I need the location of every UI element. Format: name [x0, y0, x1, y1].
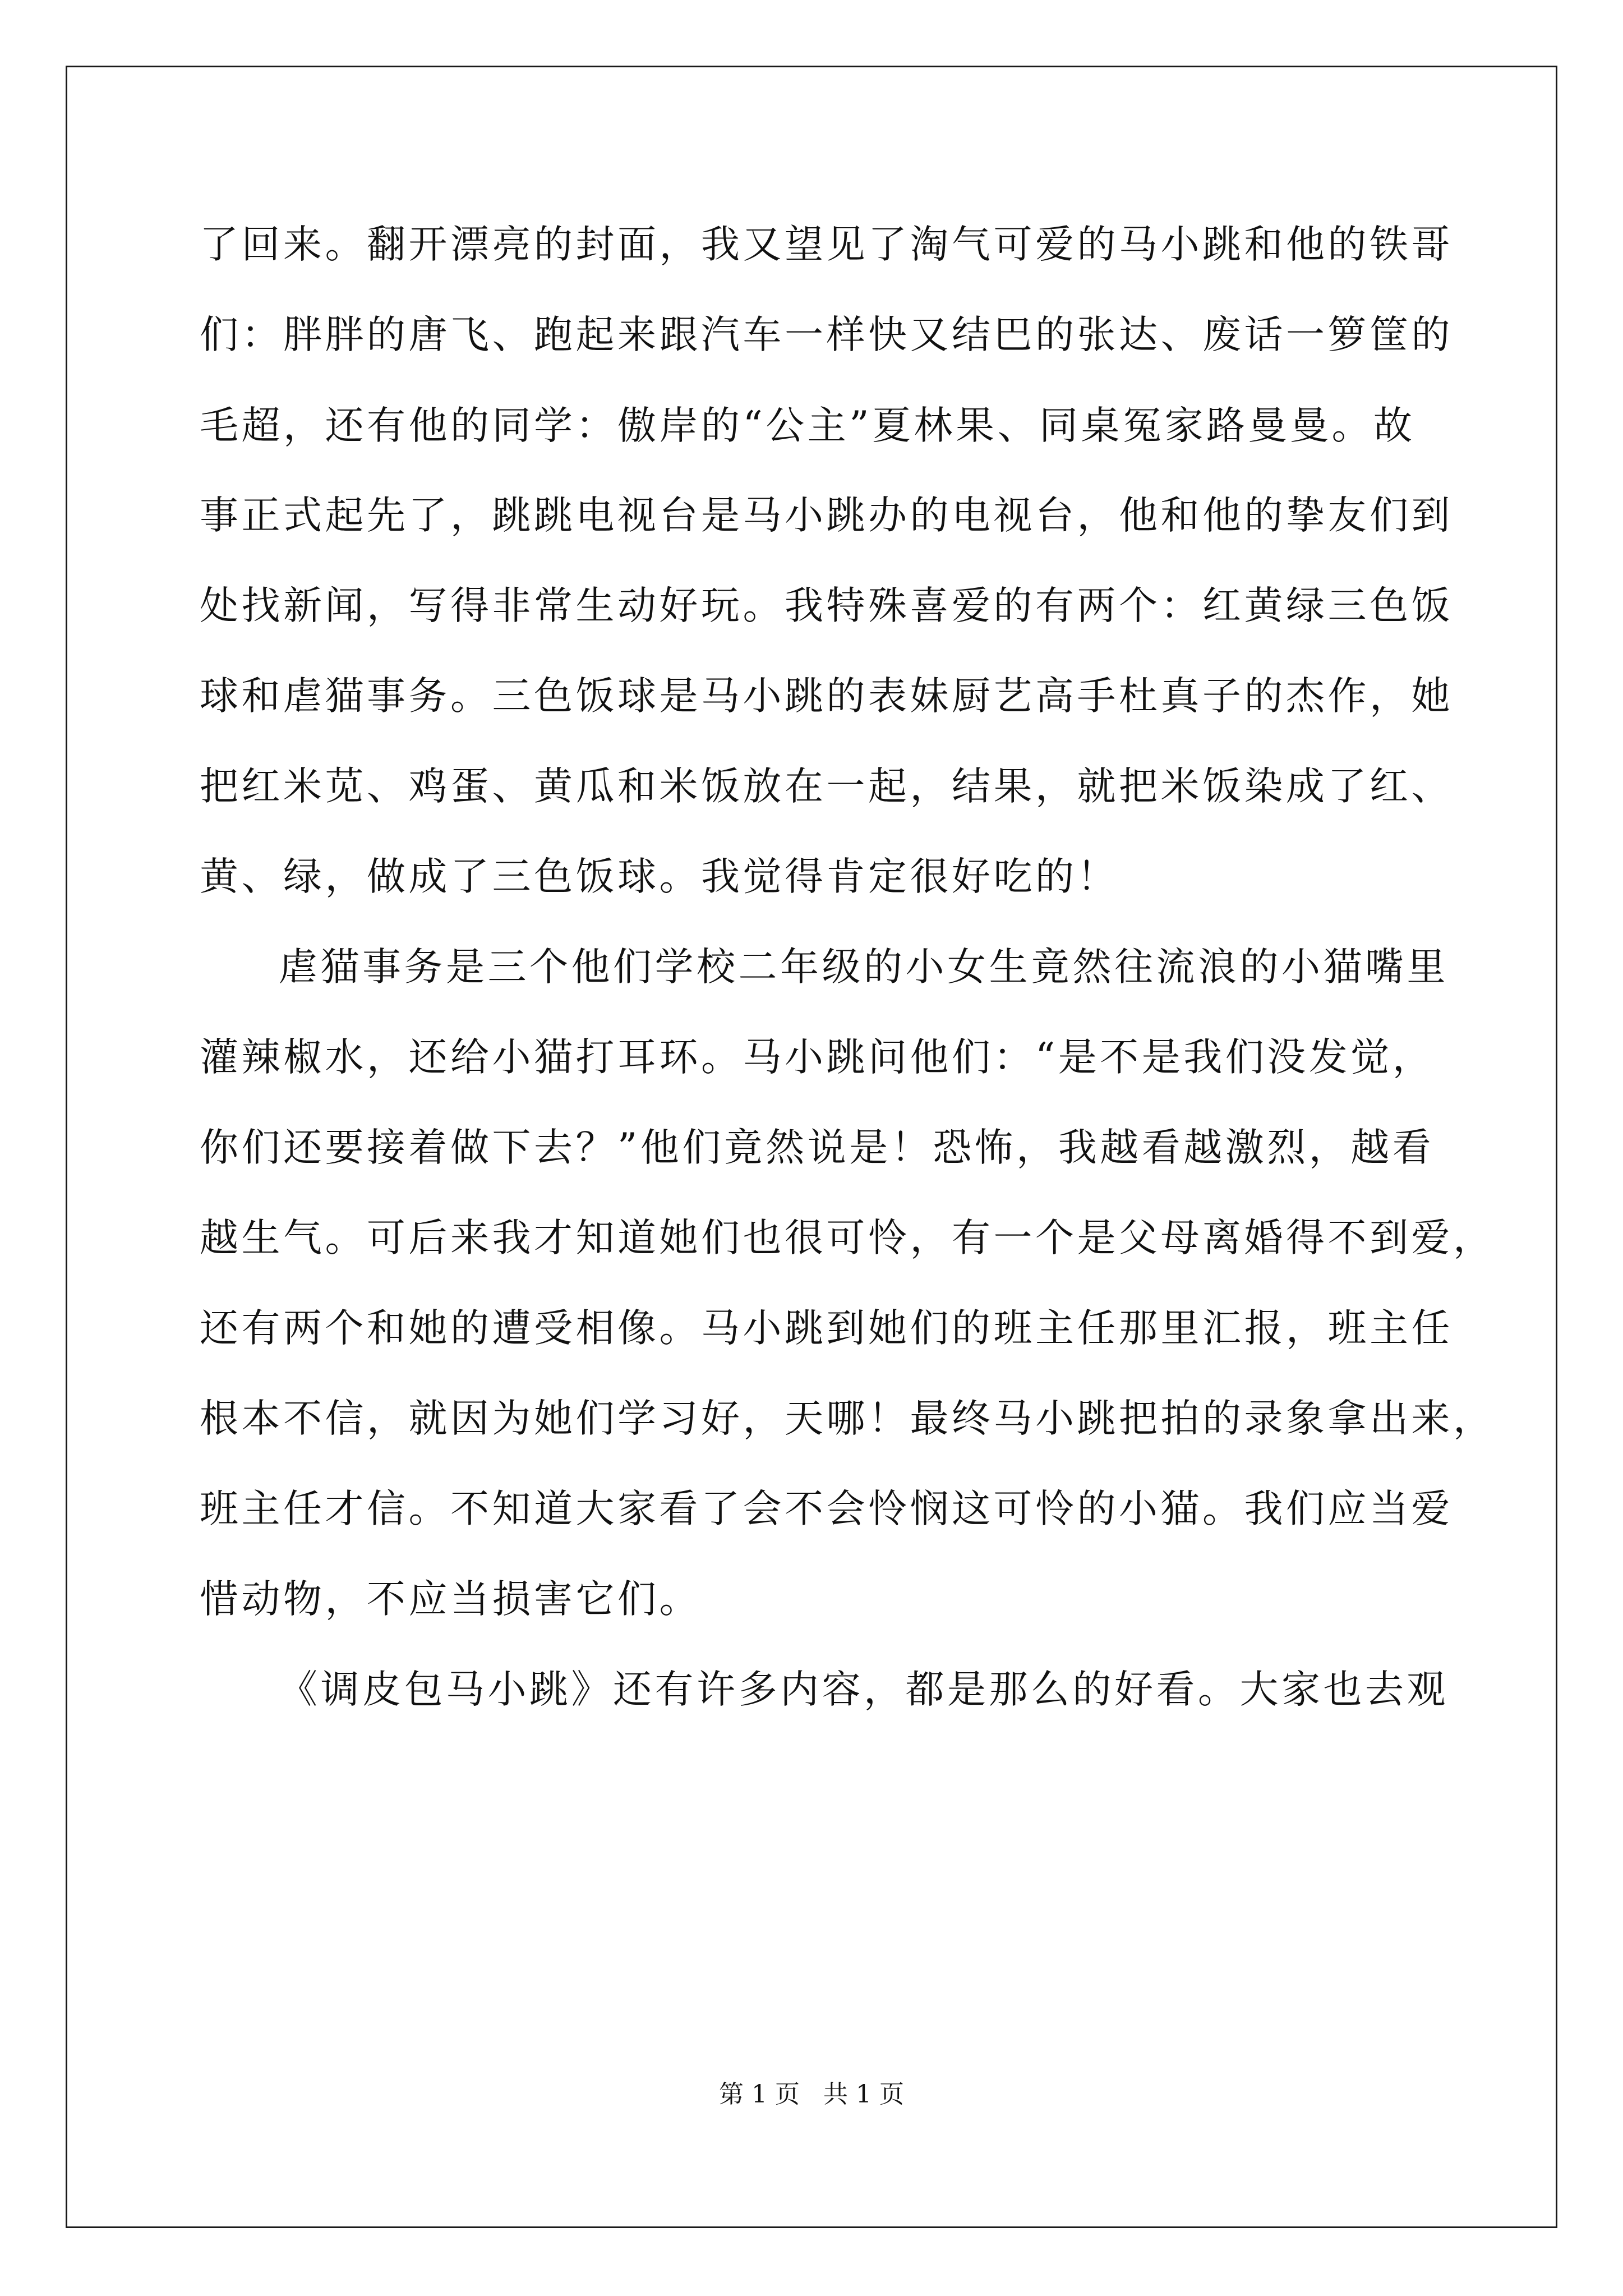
text-line: 你们还要接着做下去？”他们竟然说是！恐怖，我越看越激烈，越看 [200, 1125, 1435, 1170]
text-line: 灌辣椒水，还给小猫打耳环。马小跳问他们：“是不是我们没发觉， [200, 1035, 1435, 1080]
paragraph-first-line: 虐猫事务是三个他们学校二年级的小女生竟然往流浪的小猫嘴里 [279, 945, 1449, 990]
text-line: 处找新闻，写得非常生动好玩。我特殊喜爱的有两个：红黄绿三色饭 [200, 583, 1453, 628]
text-line: 毛超，还有他的同学：傲岸的“公主”夏林果、同桌冤家路曼曼。故 [200, 403, 1415, 448]
text-line: 球和虐猫事务。三色饭球是马小跳的表妹厨艺高手杜真子的杰作，她 [200, 674, 1453, 719]
text-line: 越生气。可后来我才知道她们也很可怜，有一个是父母离婚得不到爱， [200, 1216, 1495, 1260]
text-line: 惜动物，不应当损害它们。 [200, 1577, 701, 1622]
text-line: 黄、绿，做成了三色饭球。我觉得肯定很好吃的！ [200, 854, 1119, 899]
text-line: 事正式起先了，跳跳电视台是马小跳办的电视台，他和他的挚友们到 [200, 493, 1453, 538]
paragraph-first-line: 《调皮包马小跳》还有许多内容，都是那么的好看。大家也去观 [279, 1667, 1449, 1712]
text-line: 了回来。翻开漂亮的封面，我又望见了淘气可爱的马小跳和他的铁哥 [200, 222, 1453, 267]
text-line: 班主任才信。不知道大家看了会不会怜悯这可怜的小猫。我们应当爱 [200, 1487, 1453, 1531]
page-number-footer: 第 1 页 共 1 页 [719, 2080, 904, 2109]
text-line: 还有两个和她的遭受相像。马小跳到她们的班主任那里汇报，班主任 [200, 1306, 1453, 1351]
text-line: 根本不信，就因为她们学习好，天哪！最终马小跳把拍的录象拿出来， [200, 1396, 1495, 1441]
text-line: 们：胖胖的唐飞、跑起来跟汽车一样快又结巴的张达、废话一箩筐的 [200, 312, 1453, 357]
text-line: 把红米苋、鸡蛋、黄瓜和米饭放在一起，结果，就把米饭染成了红、 [200, 764, 1453, 809]
